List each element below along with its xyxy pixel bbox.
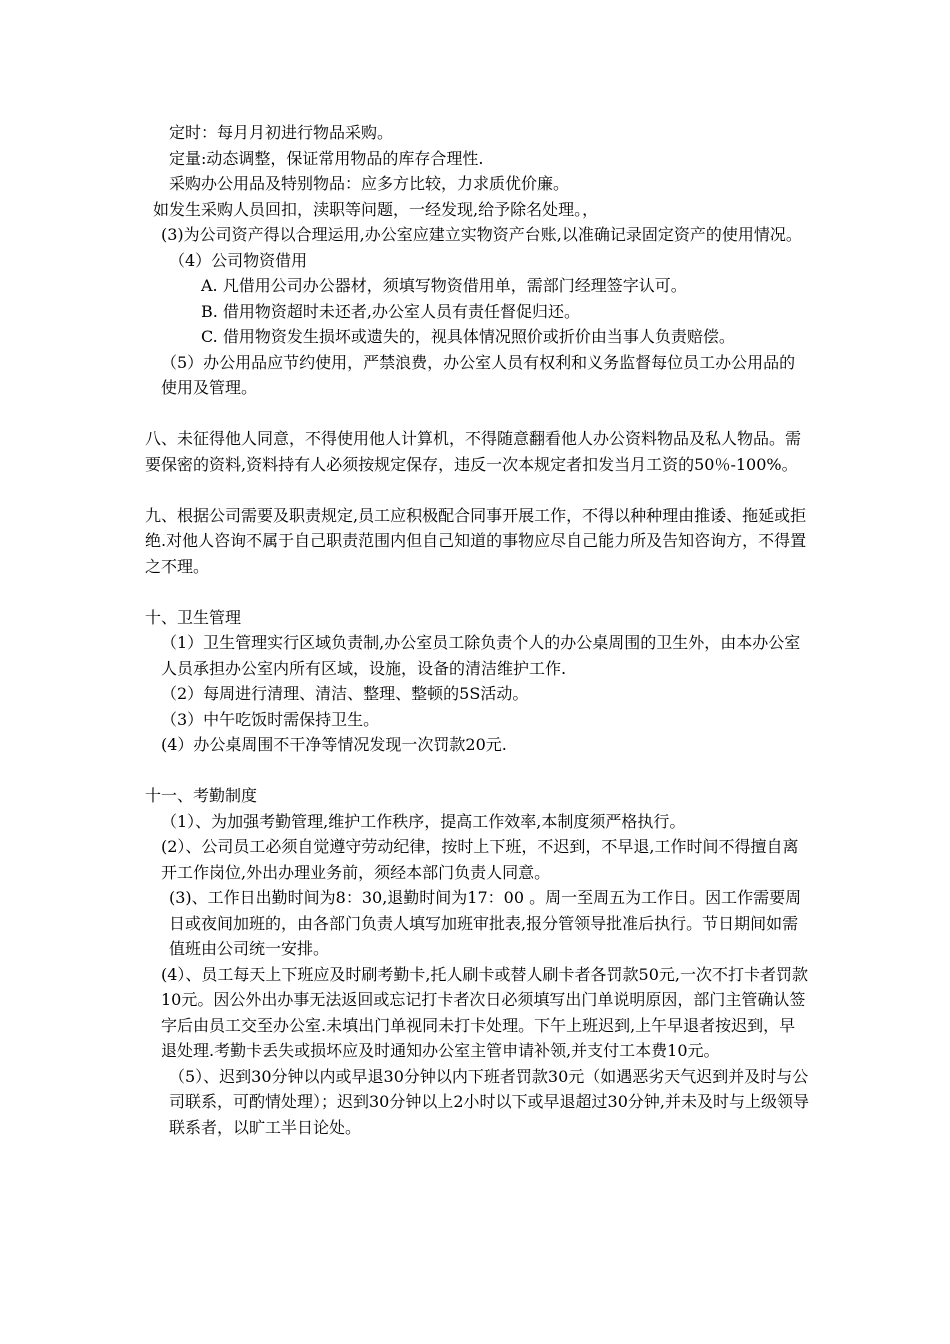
blank-line [145,758,809,784]
office-supplies-saving-paragraph: （5）办公用品应节约使用，严禁浪费，办公室人员有权利和义务监督每位员工办公用品的使用及管理。 [161,352,796,397]
hygiene-rule-4: (4）办公桌周围不干净等情况发现一次罚款20元. [161,735,507,754]
purchase-timing-line: 定时：每月月初进行物品采购。 [169,123,394,142]
attendance-rule-4: (4）、员工每天上下班应及时刷考勤卡,托人刷卡或替人刷卡者各罚款50元,一次不打卡者罚款10元。因公外出办事无法返回或忘记打卡者次日必须填写出门单说明原因，部门主管确认签字后由员工交至办公室.未填出门单视同未打卡处理。下午上班迟到,上午早退者按迟到，早退处理.考勤卡丢失或损坏应及时通知办公室主管申请补领,并支付工本费10元。 [161,964,808,1060]
blank-line [145,579,809,605]
section-eleven-heading: 十一、考勤制度 [145,786,258,805]
section-eight-paragraph: 八、未征得他人同意，不得使用他人计算机，不得随意翻看他人办公资料物品及私人物品。需要保密的资料,资料持有人必须按规定保存，违反一次本规定者扣发当月工资的50％-100%。 [145,429,802,474]
asset-ledger-paragraph: (3)为公司资产得以合理运用,办公室应建立实物资产台账,以准确记录固定资产的使用情况。 [161,225,802,244]
blank-line [145,477,809,503]
attendance-rule-1: （1）、为加强考勤管理,维护工作秩序，提高工作效率,本制度须严格执行。 [161,811,686,831]
section-nine-paragraph: 九、根据公司需要及职责规定,员工应积极配合同事开展工作，不得以种种理由推诿、拖延或拒绝.对他人咨询不属于自己职责范围内但自己知道的事物应尽自己能力所及告知咨询方，不得置之不理。 [145,505,807,576]
hygiene-rule-1: （1）卫生管理实行区域负责制,办公室员工除负责个人的办公桌周围的卫生外，由本办公室人员承担办公室内所有区域，设施，设备的清洁维护工作. [161,633,801,678]
hygiene-rule-2: （2）每周进行清理、清洁、整理、整顿的5S活动。 [161,684,529,703]
purchase-quantity-line: 定量:动态调整，保证常用物品的库存合理性. [169,148,484,168]
purchase-special-items-line: 采购办公用品及特别物品：应多方比较，力求质优价廉。 [169,174,570,193]
hygiene-rule-3: （3）中午吃饭时需保持卫生。 [161,709,380,729]
borrowing-item-c: C. 借用物资发生损坏或遗失的，视具体情况照价或折价由当事人负责赔偿。 [201,327,735,346]
purchase-kickback-line: 如发生采购人员回扣，渎职等问题，一经发现,给予除名处理。， [153,199,599,219]
document-body [145,120,809,1140]
borrowing-item-a: A. 凡借用公司办公器材，须填写物资借用单，需部门经理签字认可。 [201,276,687,295]
material-borrowing-heading: （4）公司物资借用 [169,250,308,270]
blank-line [145,401,809,427]
borrowing-item-b: B. 借用物资超时未还者,办公室人员有责任督促归还。 [201,301,581,321]
attendance-rule-2: (2）、公司员工必须自觉遵守劳动纪律，按时上下班，不迟到，不早退,工作时间不得擅自离开工作岗位,外出办理业务前，须经本部门负责人同意。 [161,837,799,882]
attendance-rule-3: (3)、工作日出勤时间为8：30,退勤时间为17：00 。周一至周五为工作日。因工作需要周日或夜间加班的，由各部门负责人填写加班审批表,报分管领导批准后执行。节日期间如需值班由公司统一安排。 [169,888,802,958]
attendance-rule-5: （5）、迟到30分钟以内或早退30分钟以内下班者罚款30元（如遇恶劣天气迟到并及时与公司联系，可酌情处理）；迟到30分钟以上2小时以下或早退超过30分钟,并未及时与上级领导联系者，以旷工半日论处。 [169,1066,809,1137]
section-ten-heading: 十、卫生管理 [145,607,242,627]
